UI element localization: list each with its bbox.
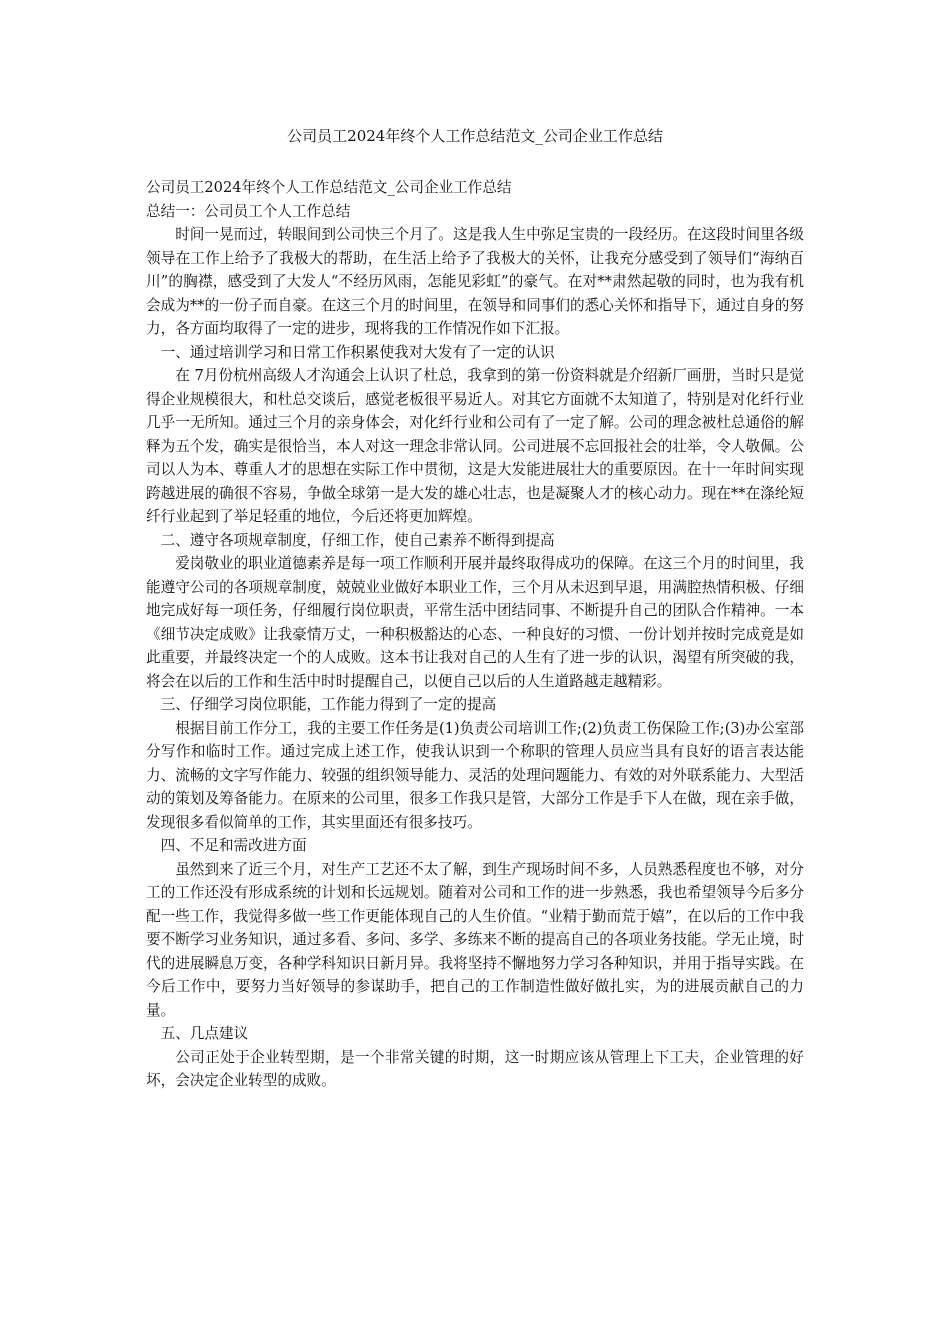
heading-5: 五、几点建议: [160, 1025, 249, 1042]
document-body: [146, 176, 804, 1093]
paragraph-5: 公司正处于企业转型期，是一个非常关键的时期，这一时期应该从管理上下工夫，企业管理的好坏，会决定企业转型的成败。: [146, 1048, 804, 1089]
paragraph-1: 在 7月份杭州高级人才沟通会上认识了杜总，我拿到的第一份资料就是介绍新厂画册，当时只是觉得企业规模很大，和杜总交谈后，感觉老板很平易近人。对其它方面就不太知道了，特别是对化纤行业几乎一无所知。通过三个月的亲身体会，对化纤行业和公司有了一定了解。公司的理念被杜总通俗的解释为五个发，确实是很恰当，本人对这一理念非常认同。公司进展不忘回报社会的壮举，令人敬佩。公司以人为本、尊重人才的思想在实际工作中贯彻，这是大发能进展壮大的重要原因。在十一年时间实现跨越进展的确很不容易，争做全球第一是大发的雄心壮志，也是凝聚人才的核心动力。现在**在涤纶短纤行业起到了举足轻重的地位，今后还将更加辉煌。: [146, 367, 804, 525]
paragraph-3: 根据目前工作分工，我的主要工作任务是(1)负责公司培训工作;(2)负责工伤保险工作;(3)办公室部分写作和临时工作。通过完成上述工作，使我认识到一个称职的管理人员应当具有良好的语言表达能力、流畅的文字写作能力、较强的组织领导能力、灵活的处理问题能力、有效的对外联系能力、大型活动的策划及筹备能力。在原来的公司里，很多工作我只是管，大部分工作是手下人在做，现在亲手做，发现很多看似简单的工作，其实里面还有很多技巧。: [146, 719, 804, 831]
heading-2: 二、遵守各项规章制度，仔细工作，使自己素养不断得到提高: [160, 531, 555, 549]
heading-4: 四、不足和需改进方面: [160, 837, 307, 854]
heading-1: 一、通过培训学习和日常工作积累使我对大发有了一定的认识: [160, 343, 555, 361]
document-title: 公司员工2024年终个人工作总结范文_公司企业工作总结: [287, 127, 663, 145]
paragraph-intro: 时间一晃而过，转眼间到公司快三个月了。这是我人生中弥足宝贵的一段经历。在这段时间里各级领导在工作上给予了我极大的帮助，在生活上给予了我极大的关怀，让我充分感受到了领导们“海纳百川”的胸襟，感受到了大发人“不经历风雨，怎能见彩虹”的豪气。在对**肃然起敬的同时，也为我有机会成为**的一份子而自豪。在这三个月的时间里，在领导和同事们的悉心关怀和指导下，通过自身的努力，各方面均取得了一定的进步，现将我的工作情况作如下汇报。: [146, 226, 804, 337]
section-title: 总结一：公司员工个人工作总结: [146, 202, 351, 220]
paragraph-2: 爱岗敬业的职业道德素养是每一项工作顺利开展并最终取得成功的保障。在这三个月的时间里，我能遵守公司的各项规章制度，兢兢业业做好本职业工作，三个月从未迟到早退，用满腔热情积极、仔细地完成好每一项任务，仔细履行岗位职责，平常生活中团结同事、不断提升自己的团队合作精神。一本《细节决定成败》让我豪情万丈，一种积极豁达的心态、一种良好的习惯、一份计划并按时完成竟是如此重要，并最终决定一个的人成败。这本书让我对自己的人生有了进一步的认识，渴望有所突破的我，将会在以后的工作和生活中时时提醒自己，以便自己以后的人生道路越走越精彩。: [146, 555, 804, 690]
paragraph-4: 虽然到来了近三个月，对生产工艺还不太了解，到生产现场时间不多，人员熟悉程度也不够，对分工的工作还没有形成系统的计划和长远规划。随着对公司和工作的进一步熟悉，我也希望领导今后多分配一些工作，我觉得多做一些工作更能体现自己的人生价值。“业精于勤而荒于嬉”，在以后的工作中我要不断学习业务知识，通过多看、多问、多学、多练来不断的提高自己的各项业务技能。学无止境，时代的进展瞬息万变，各种学科知识日新月异。我将坚持不懈地努力学习各种知识，并用于指导实践。在今后工作中，要努力当好领导的参谋助手，把自己的工作制造性做好做扎实，为的进展贡献自己的力量。: [146, 860, 804, 1019]
heading-3: 三、仔细学习岗位职能，工作能力得到了一定的提高: [160, 696, 497, 713]
document-subtitle: 公司员工2024年终个人工作总结范文_公司企业工作总结: [146, 179, 512, 196]
